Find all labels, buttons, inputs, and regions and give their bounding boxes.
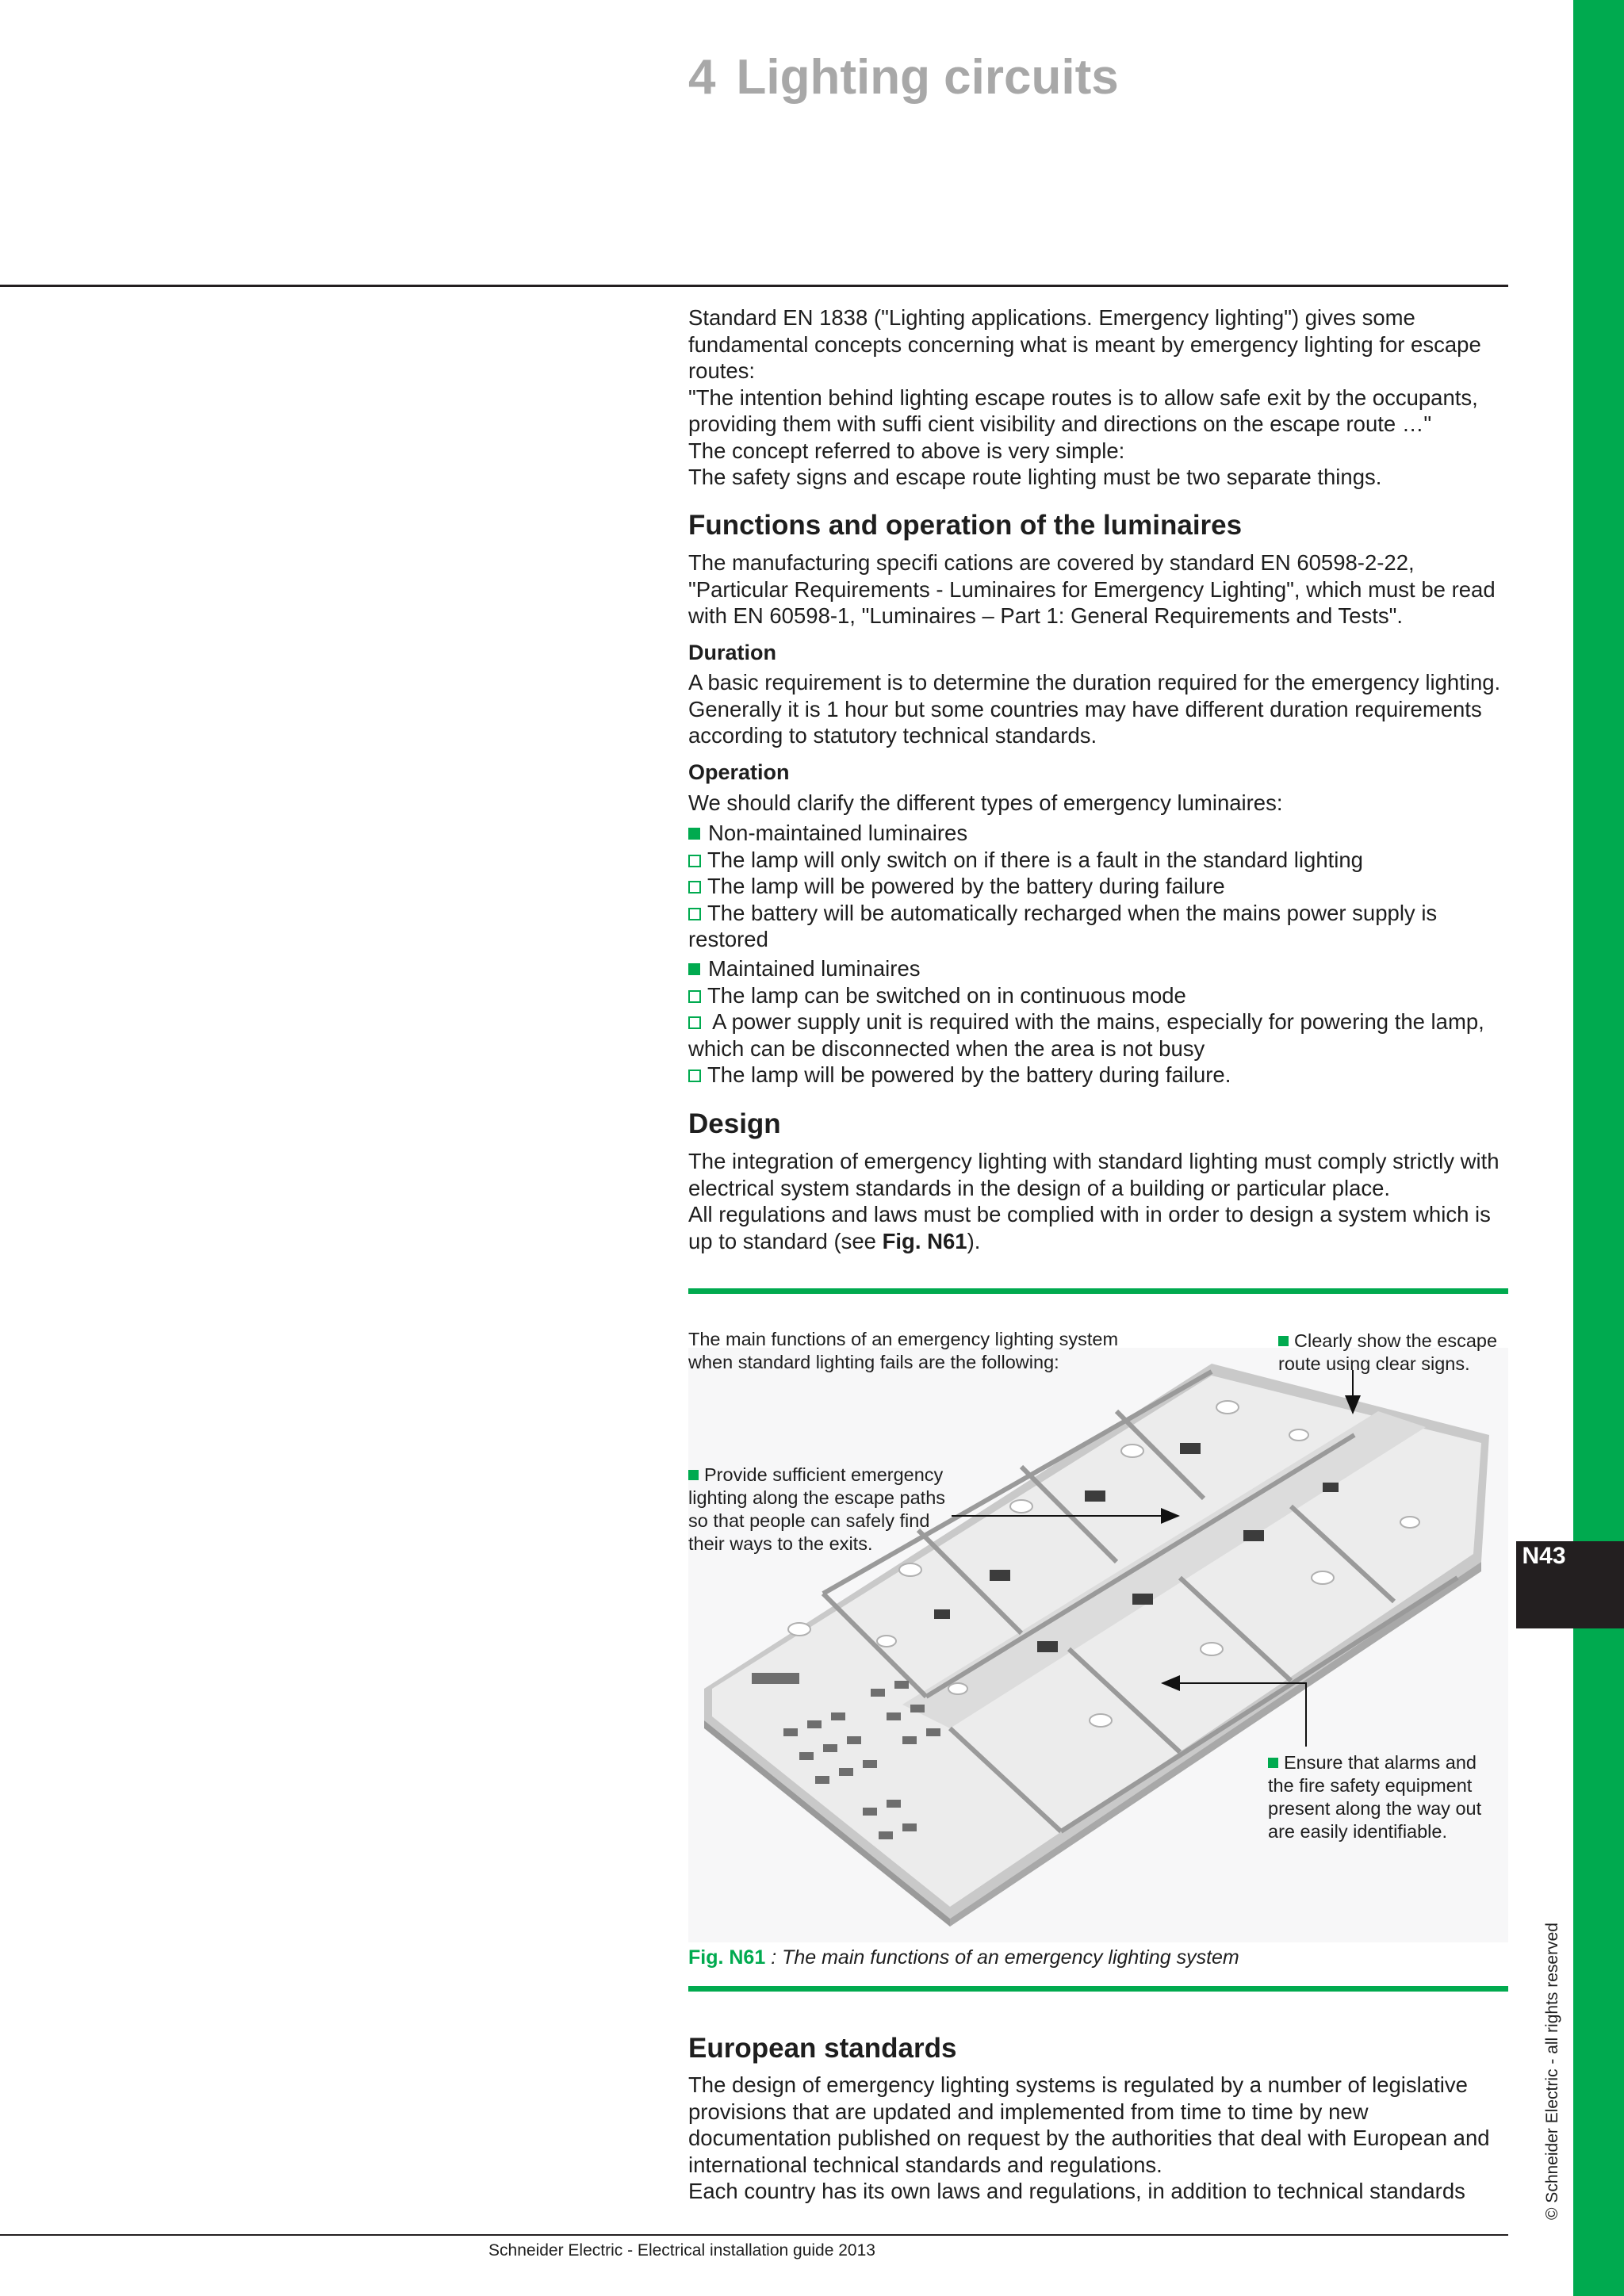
callout-alarms: Ensure that alarms and the fire safety equipment present along the way out are easily identifiable. (1268, 1752, 1482, 1842)
intro-section (688, 304, 1508, 491)
figure-bottom-rule (688, 1986, 1508, 1992)
bullet-open-square-icon (688, 881, 701, 894)
subheading-duration: Duration (688, 641, 776, 664)
section-heading-functions: Functions and operation of the luminaires (688, 510, 1243, 541)
european-paragraph: Each country has its own laws and regulations, in addition to technical standards (688, 2179, 1465, 2203)
figure-number: Fig. N61 (688, 1946, 766, 1969)
european-paragraph: The design of emergency lighting systems is regulated by a number of legislative provisions that are updated and implemented from time to time by new documentation published on request by the authorities that deal with European and international technical standards and regulations. (688, 2072, 1490, 2177)
bullet-square-icon (688, 1470, 699, 1480)
chapter-title (688, 49, 1119, 105)
bullet-open-square-icon (688, 1070, 701, 1082)
figure-caption (688, 1946, 1239, 1969)
intro-quote: "The intention behind lighting escape routes is to allow safe exit by the occupants, providing them with suffi cient visibility and directions on the escape route …" (688, 385, 1478, 436)
green-sidebar-bar (1573, 0, 1624, 2296)
page-tab (1516, 1541, 1624, 1628)
duration-paragraph: A basic requirement is to determine the duration required for the emergency lighting. Generally it is 1 hour but some countries may have different duration requirements according to statutory technical standards. (688, 670, 1501, 748)
footer-text: Schneider Electric - Electrical installation guide 2013 (488, 2241, 875, 2260)
figure-floorplan (688, 1348, 1508, 1942)
functions-paragraph: The manufacturing specifi cations are covered by standard EN 60598-2-22, "Particular Requirements - Luminaires for Emergency Lighting", which must be read with EN 60598-1, "Luminaires – Part 1: General Requirements and Tests". (688, 550, 1496, 628)
header-rule (0, 285, 1508, 287)
intro-paragraph: Standard EN 1838 ("Lighting applications. Emergency lighting") gives some fundamental concepts concerning what is meant by emergency lighting for escape routes: (688, 305, 1481, 383)
section-heading-design: Design (688, 1108, 781, 1139)
footer (0, 2241, 1624, 2260)
list-item-non-maintained: Non-maintained luminaires The lamp will only switch on if there is a fault in the standard lighting The lamp will be powered by the battery during failure The battery will be automatically recharged when the mains power supply is restored (688, 821, 1438, 951)
operation-intro: We should clarify the different types of emergency luminaires: (688, 790, 1283, 815)
intro-paragraph: The safety signs and escape route lighting must be two separate things. (688, 465, 1382, 489)
bullet-square-icon (688, 963, 700, 975)
subheading-operation: Operation (688, 760, 790, 784)
footer-rule (0, 2234, 1508, 2236)
bullet-open-square-icon (688, 908, 701, 920)
design-paragraph: The integration of emergency lighting with standard lighting must comply strictly with electrical system standards in the design of a building or particular place. (688, 1149, 1500, 1200)
section-heading-european: European standards (688, 2033, 957, 2064)
page-number: N43 (1522, 1543, 1566, 1569)
bullet-square-icon (1268, 1758, 1278, 1768)
intro-paragraph: The concept referred to above is very simple: (688, 438, 1125, 463)
bullet-open-square-icon (688, 855, 701, 867)
list-item-maintained: Maintained luminaires The lamp can be switched on in continuous mode A power supply unit is required with the mains, especially for powering the lamp, which can be disconnected when the area is not busy The lamp will be powered by the battery during failure. (688, 956, 1484, 1087)
european-section (688, 2072, 1508, 2205)
bullet-square-icon (688, 828, 700, 840)
floorplan-illustration (688, 1348, 1508, 1942)
figure-top-rule (688, 1288, 1508, 1294)
copyright-note: © Schneider Electric - all rights reserved (1543, 1923, 1561, 2220)
design-paragraph: All regulations and laws must be complied with in order to design a system which is up to standard (see Fig. N61). (688, 1202, 1491, 1253)
figure-caption-text: : The main functions of an emergency lighting system (765, 1946, 1239, 1969)
bullet-open-square-icon (688, 990, 701, 1003)
chapter-title-text: Lighting circuits (736, 50, 1119, 105)
design-section (688, 1148, 1508, 1254)
bullet-square-icon (1278, 1336, 1289, 1346)
chapter-number: 4 (688, 50, 716, 105)
callout-escape-signs: Clearly show the escape route using clear signs. (1278, 1330, 1498, 1374)
bullet-open-square-icon (688, 1016, 701, 1029)
figure-intro-text: The main functions of an emergency lighting system when standard lighting fails are the following: (688, 1329, 1119, 1372)
callout-escape-paths: Provide sufficient emergency lighting along the escape paths so that people can safely find their ways to the exits. (688, 1464, 946, 1554)
